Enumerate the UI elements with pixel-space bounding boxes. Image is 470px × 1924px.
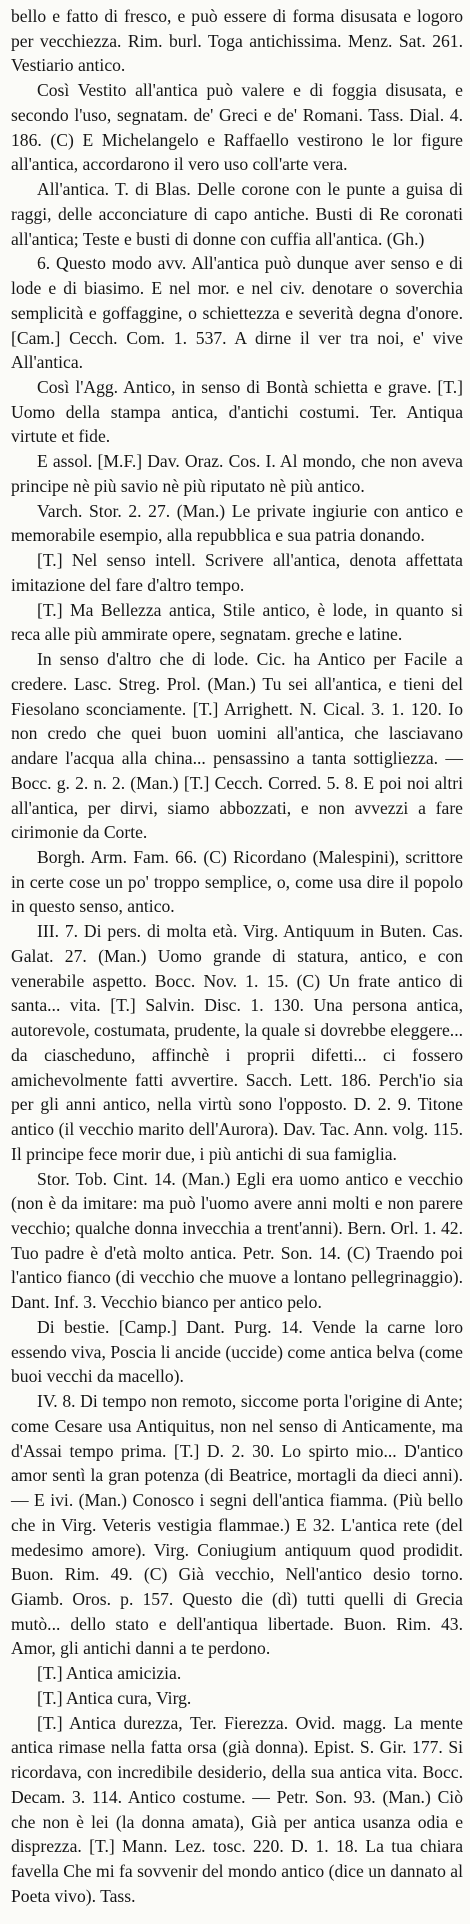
entry-paragraph: In senso d'altro che di lode. Cic. ha Antico per Facile a credere. Lasc. Streg. Prol. (Man.) Tu sei all'antica, e tieni del Fiesolano sconciamente. [T.] Arrighett. N. Cical. 3. 1. 120. Io non credo che quei buon uomini all'antica, che lasciavano andare l'acqua alla china... pensassino a tanta sottigliezza. — Bocc. g. 2. n. 2. (Man.) [T.] Cecch. Corred. 5. 8. E poi noi altri all'antica, per dirvi, siamo abbozzati, e non avvezzi a fare cirimonie da Corte. [11, 649, 463, 843]
entry-paragraph: [T.] Antica amicizia. [37, 1663, 182, 1684]
entry-paragraph: [T.] Antica cura, Virg. [37, 1687, 192, 1708]
entry-paragraph: [T.] Antica durezza, Ter. Fierezza. Ovid. magg. La mente antica rimase nella fatta orsa (già donna). Epist. S. Gir. 177. Si ricordava, con incredibile desiderio, della sua antica vita. Bocc. Decam. 3. 114. Antico costume. — Petr. Son. 93. (Man.) Ciò che non è lei (la donna amata), Già per antica usanza odia e disprezza. [T.] Mann. Lez. tosc. 220. D. 1. 18. La tua chiara favella Che mi fa sovvenir del mondo antico (dice un dannato al Poeta vivo). Tass. [11, 1712, 463, 1906]
entry-paragraph: Borgh. Arm. Fam. 66. (C) Ricordano (Malespini), scrittore in certe cose un po' troppo semplice, o, come usa dire il popolo in questo senso, antico. [11, 846, 463, 917]
entry-paragraph: E assol. [M.F.] Dav. Oraz. Cos. I. Al mondo, che non aveva principe nè più savio nè più riputato nè più antico. [11, 451, 463, 496]
entry-paragraph: Stor. Tob. Cint. 14. (Man.) Egli era uomo antico e vecchio (non è da imitare: ma può l'uomo avere anni molti e non parere vecchio; qualche donna invecchia a trent'anni). Bern. Orl. 1. 42. Tuo padre è d'età molto antica. Petr. Son. 14. (C) Traendo poi l'antico fianco (di vecchio che muove a lontano pellegrinaggio). Dant. Inf. 3. Vecchio bianco per antico pelo. [11, 1168, 463, 1313]
entry-paragraph: Così Vestito all'antica può valere e di foggia disusata, e secondo l'uso, segnatam. de' Greci e de' Romani. Tass. Dial. 4. 186. (C) E Michelangelo e Raffaello vestirono le lor figure all'antica, accordarono il vero uso coll'arte vera. [11, 80, 463, 175]
entry-paragraph: III. 7. Di pers. di molta età. Virg. Antiquum in Buten. Cas. Galat. 27. (Man.) Uomo grande di statura, antico, e con venerabile aspetto. Bocc. Nov. 1. 15. (C) Un frate antico di santa... vita. [T.] Salvin. Disc. 1. 130. Una persona antica, autorevole, costumata, prudente, la quale si dovrebbe eleggere... da ciascheduno, affinchè i proprii difetti... ci fossero amichevolmente fatti avvertire. Sacch. Lett. 186. Perch'io sia per gli anni antico, nella virtù sono l'opposto. D. 2. 9. Titone antico (il vecchio marito dell'Aurora). Dav. Tac. Ann. volg. 115. Il principe fece morir due, i più antichi di sua famiglia. [11, 921, 463, 1164]
entry-paragraph: Varch. Stor. 2. 27. (Man.) Le private ingiurie con antico e memorabile esempio, alla repubblica e sua patria donando. [11, 500, 463, 546]
entry-paragraph: [T.] Nel senso intell. Scrivere all'antica, denota affettata imitazione del fare d'altro tempo. [11, 550, 463, 595]
entry-paragraph: bello e fatto di fresco, e può essere di forma disusata e logoro per vecchiezza. Rim. burl. Toga antichissima. Menz. Sat. 261. Vestiario antico. [11, 6, 463, 76]
entry-paragraph: [T.] Ma Bellezza antica, Stile antico, è lode, in quanto si reca alle più ammirate opere, segnatam. greche e latine. [11, 599, 463, 645]
entry-paragraph: Di bestie. [Camp.] Dant. Purg. 14. Vende la carne loro essendo viva, Poscia li ancide (uccide) come antica belva (come buoi vecchi da macello). [11, 1316, 463, 1387]
entry-paragraph: All'antica. T. di Blas. Delle corone con le punte a guisa di raggi, delle acconciature di capo antiche. Busti di Re coronati all'antica; Teste e busti di donne con cuffia all'antica. (Gh.) [11, 179, 463, 249]
entry-paragraph: IV. 8. Di tempo non remoto, siccome porta l'origine di Ante; come Cesare usa Antiquitus, non nel senso di Anticamente, ma d'Assai tempo prima. [T.] D. 2. 30. Lo spirto mio... D'antico amor sentì la gran potenza (di Beatrice, mortagli da dieci anni). — E ivi. (Man.) Conosco i segni dell'antica fiamma. (Più bello che in Virg. Veteris vestigia flammae.) E 32. L'antica rete (del medesimo amore). Virg. Coniugium antiquum quod prodidit. Buon. Rim. 49. (C) Già vecchio, Nell'antico desio torno. Giamb. Oros. p. 157. Questo die (dì) tutti quelli di Grecia mutò... dello stato e dell'antiqua libertade. Buon. Rim. 43. Amor, gli antichi danni a te perdono. [11, 1391, 463, 1659]
entry-paragraph: 6. Questo modo avv. All'antica può dunque aver senso e di lode e di biasimo. E nel mor. e nel civ. denotare o soverchia semplicità e goffaggine, o schiettezza e severità degna d'onore. [Cam.] Cecch. Com. 1. 537. A dirne il ver tra noi, e' vive All'antica. [11, 253, 463, 373]
entry-paragraph: Così l'Agg. Antico, in senso di Bontà schietta e grave. [T.] Uomo della stampa antica, d'antichi costumi. Ter. Antiqua virtute et fide. [11, 377, 463, 447]
